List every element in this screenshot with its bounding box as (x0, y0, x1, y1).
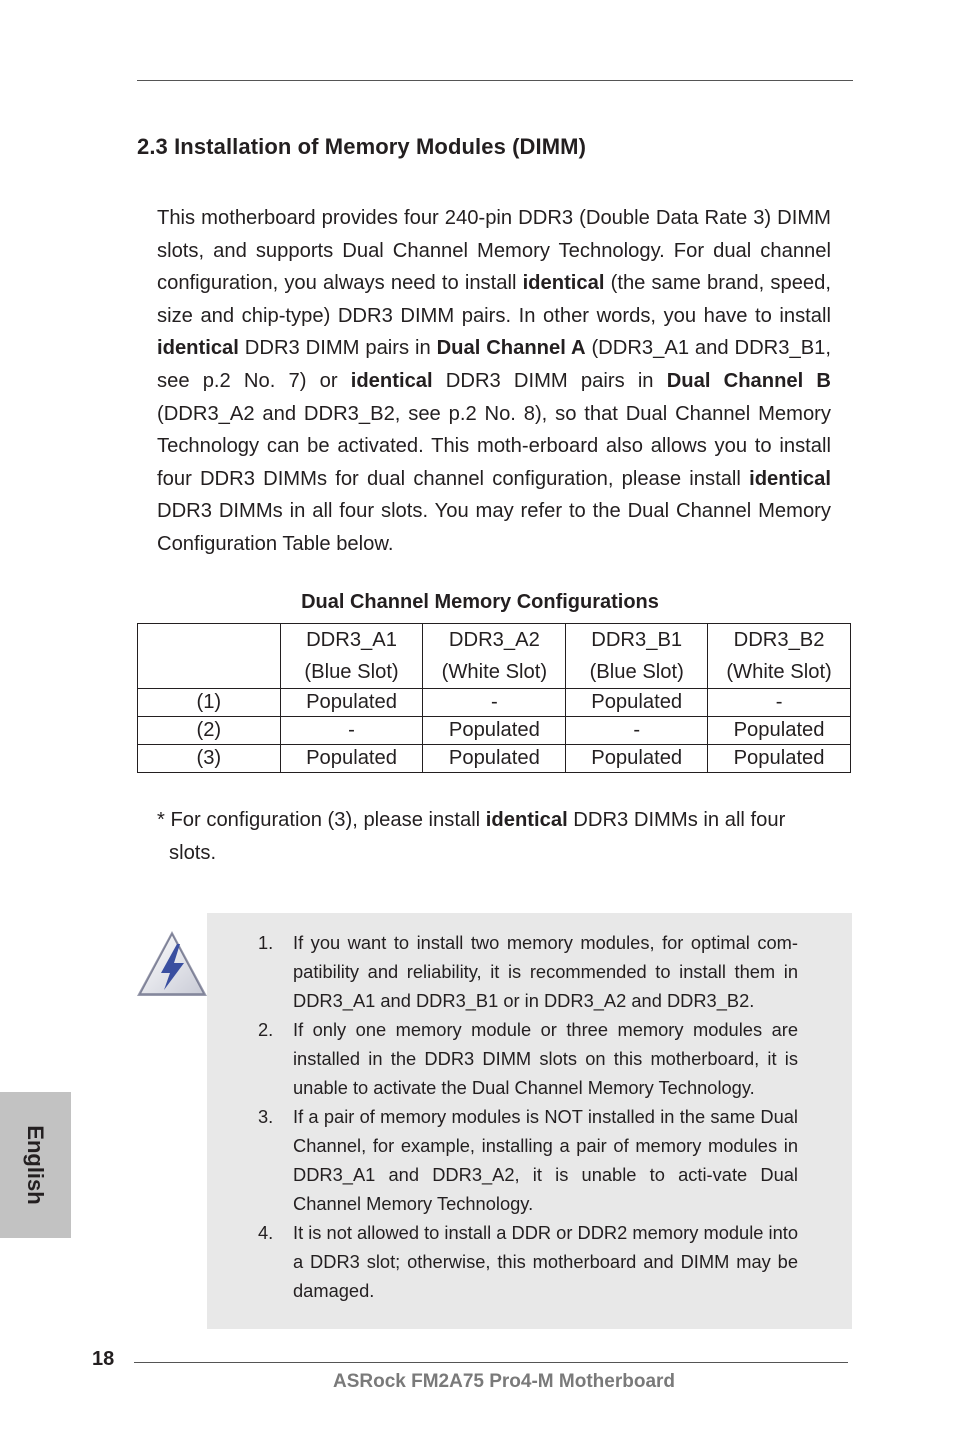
language-tab (0, 1092, 71, 1238)
item-text: If only one memory module or three memory modules are installed in the DDR3 DIMM slots on this motherboard, it is unable to activate the Dual Channel Memory Technology. (293, 1019, 798, 1098)
header-cell (566, 624, 708, 689)
item-number: 3. (258, 1106, 274, 1127)
footer-product-name: ASRock FM2A75 Pro4-M Motherboard (332, 1371, 676, 1392)
slot-color: (Blue Slot) (304, 661, 399, 683)
config-note (157, 804, 837, 869)
table-cell: Populated (566, 745, 708, 773)
memory-config-table (137, 623, 851, 773)
table-title: Dual Channel Memory Configurations (301, 591, 659, 613)
slot-name: DDR3_A2 (448, 629, 540, 651)
item-number: 2. (258, 1019, 274, 1040)
row-label: (2) (138, 717, 281, 745)
intro-emphasis: Dual Channel A (436, 337, 586, 360)
table-cell: - (423, 689, 566, 717)
page-number: 18 (92, 1348, 115, 1370)
intro-text: DDR3 DIMM pairs in (238, 337, 437, 360)
table-header-row (138, 624, 851, 689)
slot-name: DDR3_B2 (733, 629, 825, 651)
header-cell (280, 624, 423, 689)
slot-name: DDR3_B1 (591, 629, 683, 651)
slot-color: (White Slot) (726, 661, 832, 683)
intro-emphasis: identical (157, 337, 239, 360)
item-text: It is not allowed to install a DDR or DDR2 memory module into a DDR3 slot; otherwise, this motherboard and DIMM may be damaged. (293, 1222, 798, 1301)
notice-item (258, 1218, 798, 1305)
table-cell: Populated (708, 745, 851, 773)
caution-lightning-icon (134, 928, 210, 1000)
intro-text: (the same brand, speed, size and chip-type) DDR3 DIMM pairs. In other words, you have to install (157, 272, 831, 327)
notice-item (258, 1102, 798, 1218)
note-emphasis: identical (485, 809, 568, 831)
intro-paragraph (157, 202, 831, 561)
item-text: If a pair of memory modules is NOT installed in the same Dual Channel, for example, installing a pair of memory modules in DDR3_A1 and DDR3_A2, it is unable to acti-vate Dual Channel Memory Technology. (293, 1106, 798, 1214)
header-cell (423, 624, 566, 689)
table-cell: Populated (423, 745, 566, 773)
bottom-rule (134, 1362, 848, 1363)
header-blank-cell (138, 624, 281, 689)
intro-emphasis: identical (749, 467, 831, 490)
header-cell (708, 624, 851, 689)
row-label: (1) (138, 689, 281, 717)
table-cell: - (280, 717, 423, 745)
note-text: DDR3 DIMMs in all four (567, 809, 786, 831)
intro-text: (DDR3_A2 and DDR3_B2, see p.2 No. 8), so that Dual Channel Memory Technology can be activated. This moth-erboard also allows you to install four DDR3 DIMMs for dual channel configuration, please install (157, 402, 831, 490)
notice-item (258, 1015, 798, 1102)
section-heading: 2.3 Installation of Memory Modules (DIMM) (137, 134, 587, 159)
language-label: English (23, 1125, 48, 1205)
slot-color: (Blue Slot) (589, 661, 684, 683)
notice-list (258, 928, 798, 1305)
top-rule (137, 80, 853, 81)
item-number: 4. (258, 1222, 274, 1243)
intro-emphasis: identical (522, 272, 605, 295)
table-row (138, 745, 851, 773)
table-row (138, 717, 851, 745)
table-cell: Populated (566, 689, 708, 717)
note-text: * For configuration (3), please install (157, 809, 486, 831)
row-label: (3) (138, 745, 281, 773)
slot-name: DDR3_A1 (306, 629, 397, 651)
intro-text: This motherboard provides four 240-pin DDR3 (Double Data Rate 3) DIMM slots, and supports Dual Channel Memory Technology. For dual channel configuration, you always need to install (157, 207, 831, 295)
intro-emphasis: identical (350, 369, 433, 392)
intro-text: (DDR3_A1 and DDR3_B1, see p.2 No. 7) or (157, 337, 831, 392)
table-cell: Populated (280, 689, 423, 717)
table-cell: Populated (280, 745, 423, 773)
table-row (138, 689, 851, 717)
table-cell: - (566, 717, 708, 745)
table-cell: Populated (423, 717, 566, 745)
notice-item (258, 928, 798, 1015)
item-text: If you want to install two memory modules, for optimal com-patibility and reliability, it is recommended to install them in DDR3_A1 and DDR3_B1 or in DDR3_A2 and DDR3_B2. (293, 932, 798, 1011)
intro-text: DDR3 DIMM pairs in (432, 369, 667, 392)
table-cell: Populated (708, 717, 851, 745)
note-continuation: slots. (169, 841, 217, 864)
table-cell: - (708, 689, 851, 717)
intro-text: DDR3 DIMMs in all four slots. You may refer to the Dual Channel Memory Configuration Table below. (157, 500, 831, 555)
slot-color: (White Slot) (441, 661, 548, 683)
item-number: 1. (258, 932, 274, 953)
intro-emphasis: Dual Channel B (666, 369, 831, 392)
